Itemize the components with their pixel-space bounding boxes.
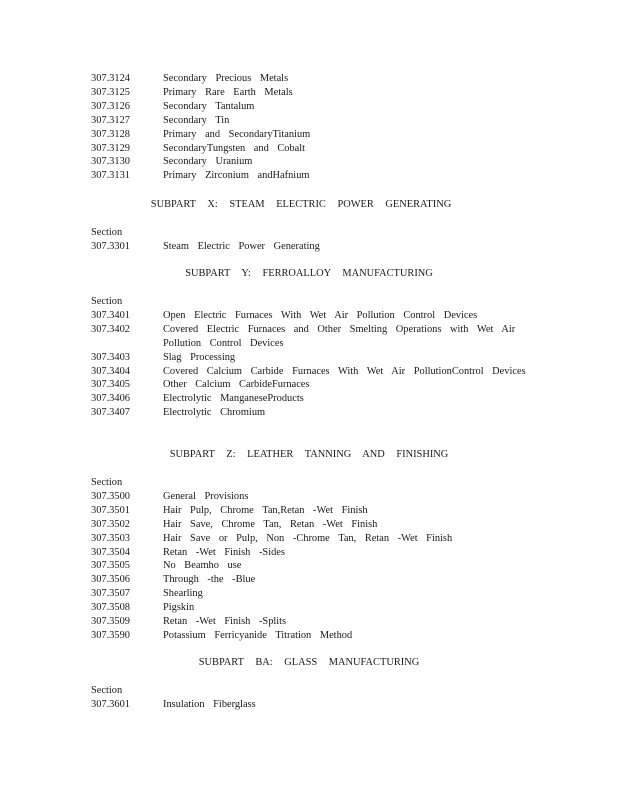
section-title: Through -the -Blue: [163, 574, 256, 586]
section-number: 307.3501: [91, 504, 130, 516]
section-number: 307.3301: [91, 240, 130, 252]
section-number: 307.3406: [91, 393, 130, 405]
list-item: [91, 587, 531, 601]
subpart-heading: SUBPART Z: LEATHER TANNING AND FINISHING: [169, 449, 449, 460]
section-number: 307.3128: [91, 128, 130, 140]
section-title: Secondary Tin: [163, 114, 230, 126]
section-list: [91, 295, 531, 420]
section-title: Retan -Wet Finish -Splits: [163, 616, 287, 628]
list-item: [91, 100, 531, 114]
section-title: Primary and SecondaryTitanium: [163, 128, 311, 140]
section-title: Slag Processing: [163, 351, 236, 363]
section-label: Section: [91, 685, 123, 696]
list-item: [91, 351, 531, 365]
list-item: [91, 518, 531, 532]
list-item: [91, 114, 531, 128]
section-number: 307.3401: [91, 309, 130, 321]
section-number: 307.3506: [91, 574, 130, 586]
section-number: 307.3590: [91, 629, 130, 641]
list-item: [91, 128, 531, 142]
list-item: [91, 532, 531, 546]
subpart-heading: SUBPART X: STEAM ELECTRIC POWER GENERATING: [150, 199, 452, 210]
section-number: 307.3509: [91, 616, 130, 628]
section-title: SecondaryTungsten and Cobalt: [163, 142, 306, 154]
section-label: Section: [91, 227, 123, 238]
section-number: 307.3130: [91, 156, 130, 168]
section-title: Primary Rare Earth Metals: [163, 86, 293, 98]
section-number: 307.3129: [91, 142, 130, 154]
section-number: 307.3502: [91, 518, 130, 530]
section-number: 307.3507: [91, 588, 130, 600]
list-item: [91, 86, 531, 100]
section-number: 307.3127: [91, 114, 130, 126]
list-item: [91, 573, 531, 587]
section-number: 307.3404: [91, 365, 130, 377]
list-item: [91, 72, 531, 86]
section-number: 307.3504: [91, 546, 130, 558]
section-list: [91, 226, 531, 254]
section-title: Shearling: [163, 588, 203, 600]
section-number: 307.3407: [91, 407, 130, 419]
section-label: Section: [91, 296, 123, 307]
section-title: General Provisions: [163, 490, 249, 502]
list-item: [91, 601, 531, 615]
list-item: [91, 559, 531, 573]
section-title: Covered Electric Furnaces and Other Smelting Operations with Wet Air Pollution Control Devices: [163, 323, 516, 349]
section-title: Hair Pulp, Chrome Tan,Retan -Wet Finish: [163, 504, 368, 516]
section-number: 307.3405: [91, 379, 130, 391]
list-item: [91, 142, 531, 156]
section-title: Primary Zirconium andHafnium: [163, 170, 310, 182]
section-number: 307.3601: [91, 698, 130, 710]
section-number: 307.3125: [91, 86, 130, 98]
list-item: [91, 240, 531, 254]
section-title: Potassium Ferricyanide Titration Method: [163, 629, 353, 641]
section-number: 307.3500: [91, 490, 130, 502]
section-title: Hair Save, Chrome Tan, Retan -Wet Finish: [163, 518, 378, 530]
section-title: Pigskin: [163, 602, 195, 614]
list-item: [91, 365, 531, 379]
list-item: [91, 490, 531, 504]
section-list: [91, 476, 531, 643]
list-item: [91, 546, 531, 560]
section-label: Section: [91, 477, 123, 488]
section-list-continued: [91, 72, 531, 183]
section-title: Hair Save or Pulp, Non -Chrome Tan, Retan -Wet Finish: [163, 532, 453, 544]
list-item: [91, 615, 531, 629]
list-item: [91, 392, 531, 406]
section-title: Retan -Wet Finish -Sides: [163, 546, 285, 558]
section-number: 307.3503: [91, 532, 130, 544]
list-item: [91, 378, 531, 392]
subpart-heading: SUBPART BA: GLASS MANUFACTURING: [198, 657, 420, 668]
list-item: [91, 698, 531, 712]
section-title: Insulation Fiberglass: [163, 698, 256, 710]
section-list: [91, 684, 531, 712]
section-number: 307.3126: [91, 100, 130, 112]
section-number: 307.3505: [91, 560, 130, 572]
section-title: Electrolytic ManganeseProducts: [163, 393, 304, 405]
list-item: [91, 155, 531, 169]
section-title: Electrolytic Chromium: [163, 407, 266, 419]
section-title: Open Electric Furnaces With Wet Air Pollution Control Devices: [163, 309, 478, 321]
section-number: 307.3131: [91, 170, 130, 182]
list-item: [91, 629, 531, 643]
section-title: Other Calcium CarbideFurnaces: [163, 379, 310, 391]
section-number: 307.3124: [91, 73, 130, 84]
list-item: [91, 323, 531, 351]
list-item: [91, 309, 531, 323]
list-item: [91, 169, 531, 183]
section-title: Secondary Tantalum: [163, 100, 255, 112]
list-item: [91, 504, 531, 518]
section-number: 307.3508: [91, 602, 130, 614]
section-number: 307.3403: [91, 351, 130, 363]
section-number: 307.3402: [91, 323, 130, 335]
list-item: [91, 406, 531, 420]
section-title: Secondary Uranium: [163, 156, 253, 168]
section-title: Secondary Precious Metals: [163, 73, 289, 84]
section-title: Covered Calcium Carbide Furnaces With Wet Air PollutionControl Devices: [163, 365, 526, 377]
section-title: No Beamho use: [163, 560, 242, 572]
section-title: Steam Electric Power Generating: [163, 240, 320, 252]
subpart-heading: SUBPART Y: FERROALLOY MANUFACTURING: [185, 268, 433, 279]
